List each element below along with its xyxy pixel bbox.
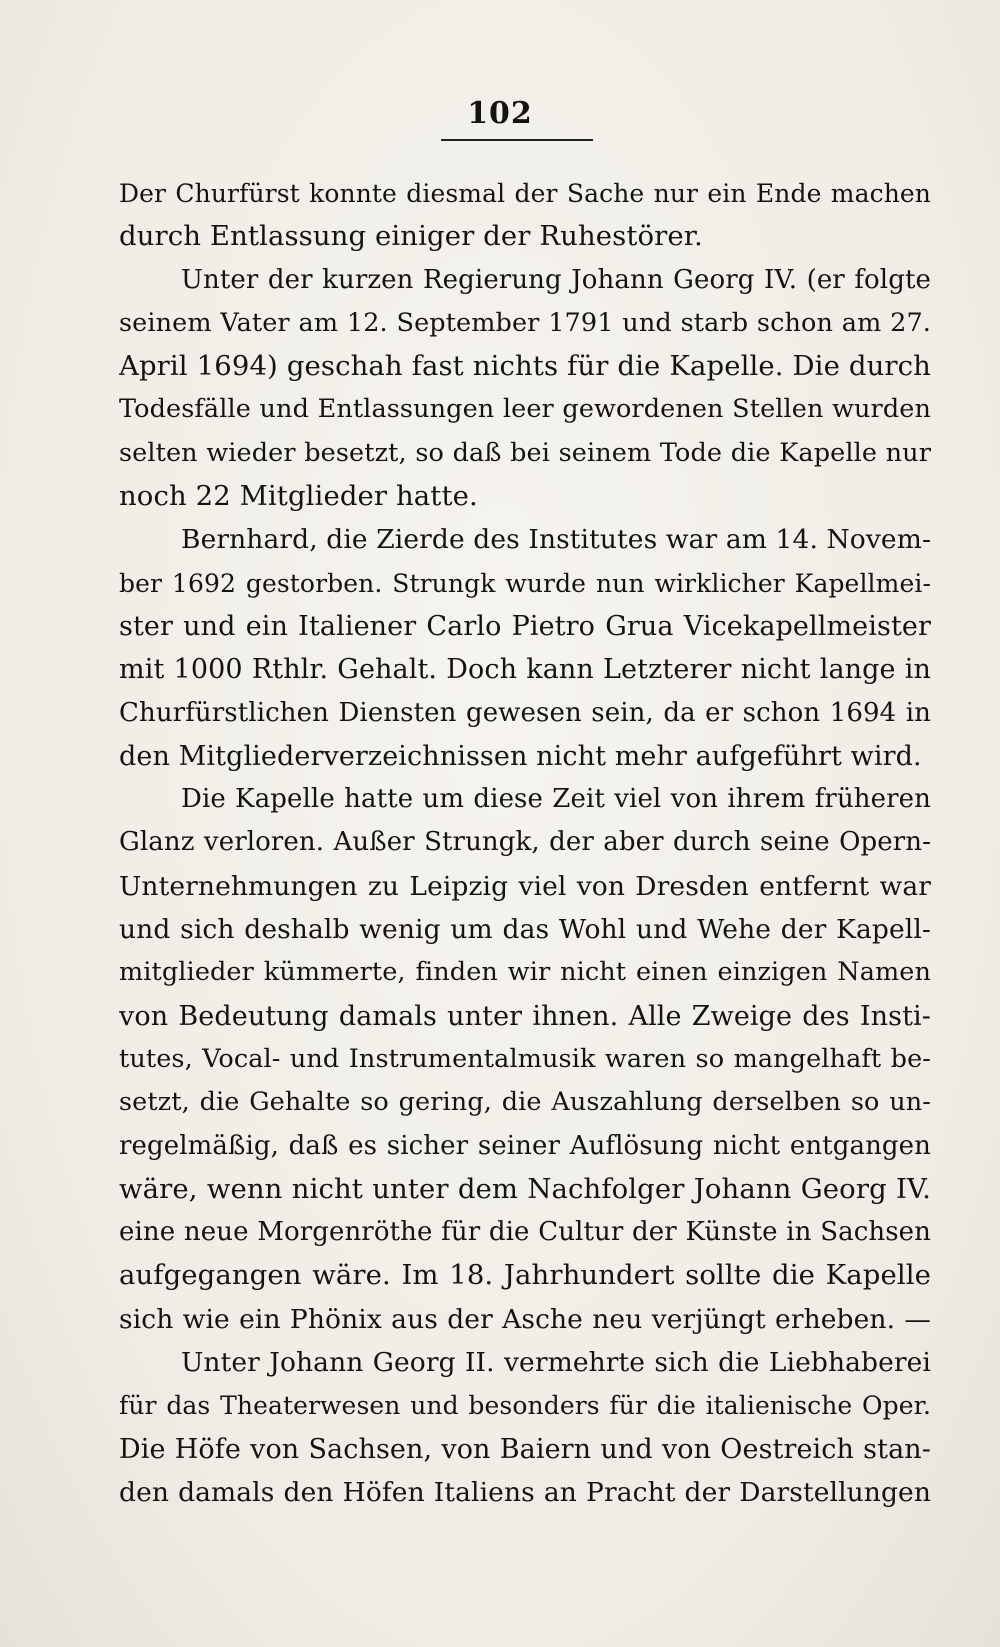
text-line: von Bedeutung damals unter ihnen. Alle Zweige des Insti- <box>119 1000 931 1032</box>
text-line: Der Churfürst konnte diesmal der Sache nur ein Ende machen <box>119 179 931 208</box>
text-line: Todesfälle und Entlassungen leer gewordenen Stellen wurden <box>119 394 931 425</box>
text-line: ster und ein Italiener Carlo Pietro Grua Vicekapellmeister <box>119 610 931 642</box>
text-line: und sich deshalb wenig um das Wohl und Wehe der Kapell- <box>119 914 931 946</box>
text-line: Bernhard, die Zierde des Institutes war am 14. Novem- <box>181 524 931 556</box>
text-line: Die Kapelle hatte um diese Zeit viel von ihrem früheren <box>181 784 931 815</box>
text-line: den damals den Höfen Italiens an Pracht der Darstellungen <box>119 1476 931 1508</box>
text-line: seinem Vater am 12. September 1791 und starb schon am 27. <box>119 307 931 338</box>
body-text <box>119 172 931 1514</box>
text-line: Unternehmungen zu Leipzig viel von Dresden entfernt war <box>119 870 931 902</box>
text-line: Unter der kurzen Regierung Johann Georg IV. (er folgte <box>181 264 931 295</box>
text-line: sich wie ein Phönix aus der Asche neu verjüngt erheben. — <box>119 1303 931 1335</box>
text-line: Glanz verloren. Außer Strungk, der aber durch seine Opern- <box>119 827 931 858</box>
text-line: April 1694) geschah fast nichts für die Kapelle. Die durch <box>119 350 931 383</box>
text-line: aufgegangen wäre. Im 18. Jahrhundert sollte die Kapelle <box>119 1259 931 1292</box>
text-line: mit 1000 Rthlr. Gehalt. Doch kann Letzterer nicht lange in <box>119 654 931 686</box>
page-number: 102 <box>467 96 533 131</box>
text-line: Die Höfe von Sachsen, von Baiern und von Oestreich stan- <box>119 1433 931 1465</box>
text-line: wäre, wenn nicht unter dem Nachfolger Johann Georg IV. <box>119 1172 931 1205</box>
text-line: Unter Johann Georg II. vermehrte sich die Liebhaberei <box>181 1347 931 1379</box>
text-line: für das Theaterwesen und besonders für die italienische Oper. <box>119 1391 931 1421</box>
text-line: mitglieder kümmerte, finden wir nicht einen einzigen Namen <box>119 957 931 988</box>
text-line: ber 1692 gestorben. Strungk wurde nun wirklicher Kapellmei- <box>119 568 931 598</box>
text-line: regelmäßig, daß es sicher seiner Auflösung nicht entgangen <box>119 1130 931 1161</box>
header-rule <box>441 139 593 141</box>
text-line: eine neue Morgenröthe für die Cultur der Künste in Sachsen <box>119 1217 931 1248</box>
text-line: setzt, die Gehalte so gering, die Auszahlung derselben so un- <box>119 1087 931 1118</box>
text-line: tutes, Vocal- und Instrumentalmusik waren so mangelhaft be- <box>119 1043 931 1074</box>
text-line: selten wieder besetzt, so daß bei seinem Tode die Kapelle nur <box>119 437 931 468</box>
text-line: den Mitgliederverzeichnissen nicht mehr aufgeführt wird. <box>119 740 922 772</box>
text-line: Churfürstlichen Diensten gewesen sein, da er schon 1694 in <box>119 697 931 728</box>
text-line: noch 22 Mitglieder hatte. <box>119 480 478 513</box>
text-line: durch Entlassung einiger der Ruhestörer. <box>119 220 703 253</box>
